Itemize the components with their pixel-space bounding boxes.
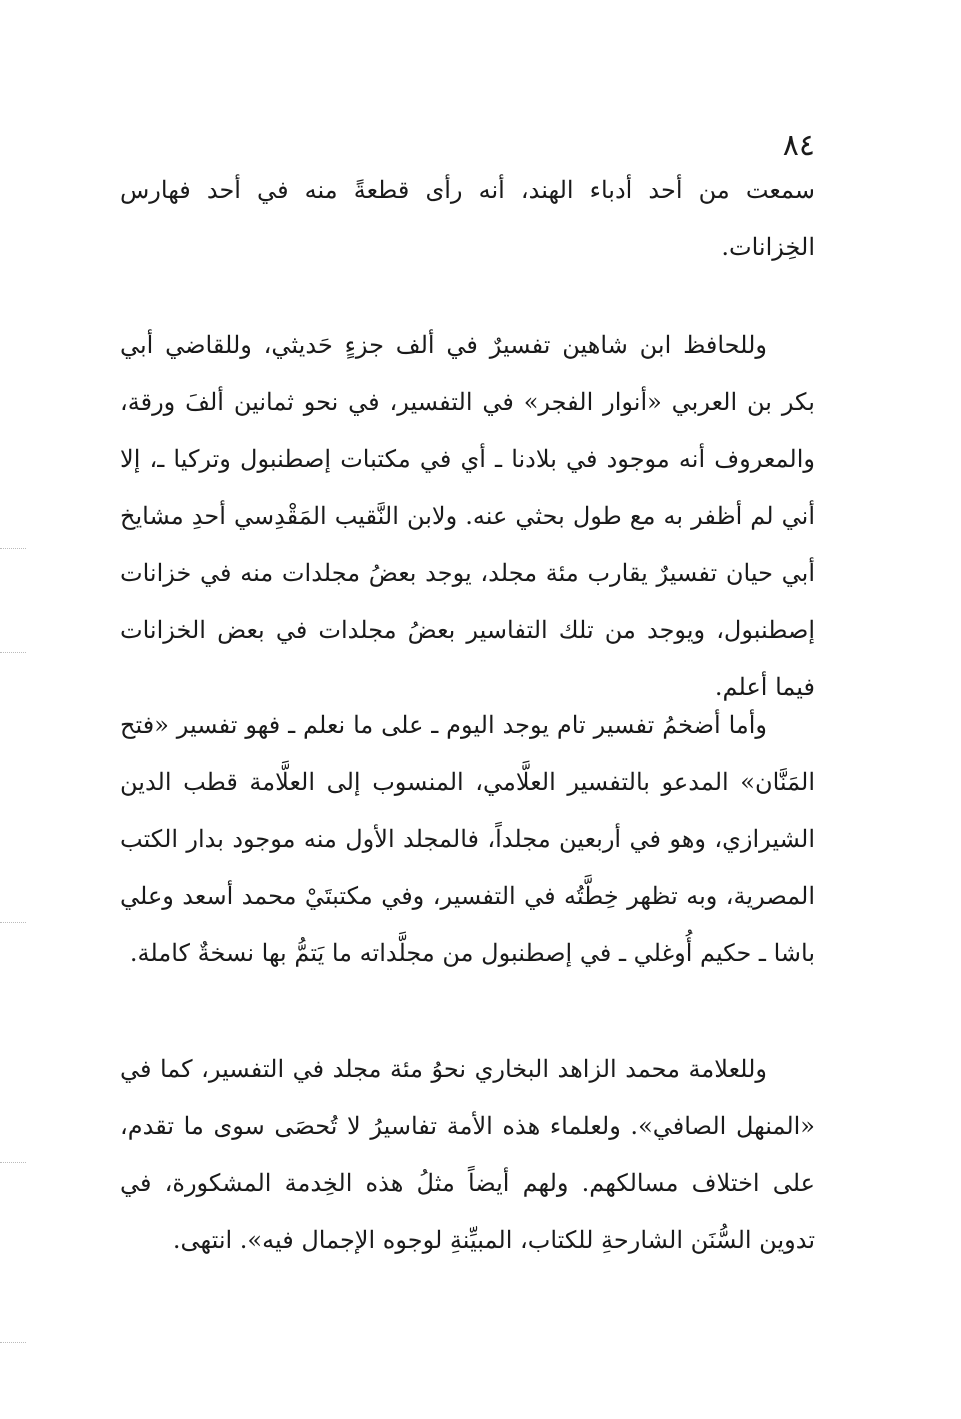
scan-edge-mark	[0, 1342, 26, 1344]
paragraph-fath-al-mannan: وأما أضخمُ تفسير تام يوجد اليوم ـ على ما نعلم ـ فهو تفسير «فتح المَنَّان» المدعو بالتفسير العلَّامي، المنسوب إلى العلَّامة قطب الدين الشيرازي، وهو في أربعين مجلداً، فالمجلد الأول منه موجود بدار الكتب المصرية، وبه تظهر خِطَّتُه في التفسير، وفي مكتبتَيْ محمد أسعد وعلي باشا ـ حكيم أُوغلي ـ في إصطنبول من مجلَّداته ما يَتمُّ بها نسخةٌ كاملة.	[120, 711, 815, 967]
paragraph-continuation: سمعت من أحد أدباء الهند، أنه رأى قطعةً منه في أحد فهارس الخِزانات.	[120, 176, 815, 261]
scan-edge-mark	[0, 652, 26, 654]
paragraph-al-bukhari: وللعلامة محمد الزاهد البخاري نحوُ مئة مجلد في التفسير، كما في «المنهل الصافي». ولعلماء هذه الأمة تفاسيرُ لا تُحصَى سوى ما تقدم، على اختلاف مسالكهم. ولهم أيضاً مثلُ هذه الخِدمة المشكورة، في تدوين السُّنَن الشارحةِ للكتاب، المبيِّنةِ لوجوه الإجمال فيه». انتهى.	[120, 1055, 815, 1254]
scan-edge-mark	[0, 548, 26, 550]
scan-edge-mark	[0, 922, 26, 924]
scan-edge-mark	[0, 1162, 26, 1164]
paragraph-ibn-shahin: وللحافظ ابن شاهين تفسيرٌ في ألف جزءٍ حَديثي، وللقاضي أبي بكر بن العربي «أنوار الفجر» في التفسير، في نحو ثمانين ألفَ ورقة، والمعروف أنه موجود في بلادنا ـ أي في مكتبات إصطنبول وتركيا ـ، إلا أني لم أظفر به مع طول بحثي عنه. ولابن النَّقيب المَقْدِسي أحدِ مشايخ أبي حيان تفسيرٌ يقارب مئة مجلد، يوجد بعضُ مجلدات منه في خزانات إصطنبول، ويوجد من تلك التفاسير بعضُ مجلدات في بعض الخزانات فيما أعلم.	[120, 331, 815, 701]
page-number: ٨٤	[782, 128, 815, 163]
